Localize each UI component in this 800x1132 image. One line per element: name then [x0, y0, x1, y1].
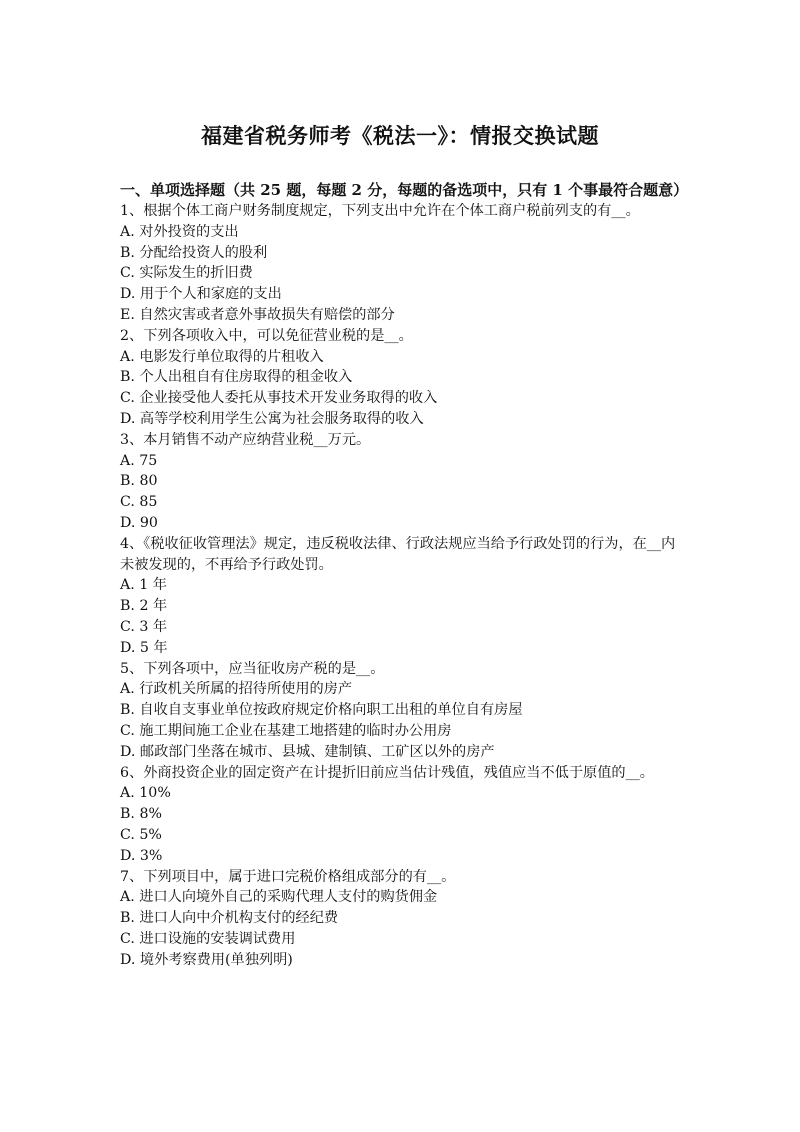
- question-stem: 4、《税收征收管理法》规定，违反税收法律、行政法规应当给予行政处罚的行为，在__内未被发现的，不再给予行政处罚。: [120, 535, 676, 573]
- option-a: A. 10%: [120, 785, 171, 802]
- question-4: [120, 534, 685, 659]
- option-a: A. 1 年: [120, 577, 167, 594]
- question-2: [120, 326, 685, 430]
- question-stem: 7、下列项目中，属于进口完税价格组成部分的有__。: [120, 868, 456, 885]
- option-c: C. 施工期间施工企业在基建工地搭建的临时办公用房: [120, 722, 452, 739]
- question-stem: 2、下列各项收入中，可以免征营业税的是__。: [120, 327, 413, 344]
- option-c: C. 实际发生的折旧费: [120, 265, 253, 282]
- option-c: C. 3 年: [120, 618, 168, 635]
- document-title: 福建省税务师考《税法一》：情报交换试题: [201, 123, 599, 148]
- option-a: A. 行政机关所属的招待所使用的房产: [120, 681, 353, 698]
- option-c: C. 进口设施的安装调试费用: [120, 930, 296, 947]
- question-5: [120, 659, 685, 763]
- option-d: D. 5 年: [120, 639, 168, 656]
- option-a: A. 电影发行单位取得的片租收入: [120, 348, 324, 365]
- question-stem: 3、本月销售不动产应纳营业税__万元。: [120, 431, 371, 448]
- option-b: B. 8%: [120, 806, 162, 823]
- option-b: B. 80: [120, 473, 158, 490]
- question-6: [120, 763, 685, 867]
- option-d: D. 90: [120, 514, 158, 531]
- option-c: C. 85: [120, 494, 158, 511]
- section-heading: 一、单项选择题（共 25 题，每题 2 分，每题的备选项中，只有 1 个事最符合题意）: [120, 181, 689, 199]
- question-stem: 5、下列各项中，应当征收房产税的是__。: [120, 660, 385, 677]
- option-b: B. 个人出租自有住房取得的租金收入: [120, 369, 353, 386]
- option-d: D. 用于个人和家庭的支出: [120, 286, 282, 303]
- option-d: D. 高等学校利用学生公寓为社会服务取得的收入: [120, 410, 424, 427]
- option-a: A. 进口人向境外自己的采购代理人支付的购货佣金: [120, 889, 438, 906]
- question-3: [120, 430, 685, 534]
- option-d: D. 境外考察费用(单独列明): [120, 951, 293, 968]
- option-e: E. 自然灾害或者意外事故损失有赔偿的部分: [120, 306, 395, 323]
- document-body: [120, 180, 689, 970]
- question-7: [120, 867, 685, 971]
- option-b: B. 进口人向中介机构支付的经纪费: [120, 910, 339, 927]
- option-b: B. 2 年: [120, 598, 168, 615]
- option-a: A. 75: [120, 452, 158, 469]
- option-d: D. 邮政部门坐落在城市、县城、建制镇、工矿区以外的房产: [120, 743, 495, 760]
- option-a: A. 对外投资的支出: [120, 223, 239, 240]
- option-c: C. 企业接受他人委托从事技术开发业务取得的收入: [120, 390, 438, 407]
- question-stem: 6、外商投资企业的固定资产在计提折旧前应当估计残值，残值应当不低于原值的__。: [120, 764, 654, 781]
- option-d: D. 3%: [120, 847, 163, 864]
- question-stem: 1、根据个体工商户财务制度规定，下列支出中允许在个体工商户税前列支的有__。: [120, 203, 640, 219]
- question-1: [120, 201, 685, 326]
- option-b: B. 分配给投资人的股利: [120, 244, 268, 261]
- option-b: B. 自收自支事业单位按政府规定价格向职工出租的单位自有房屋: [120, 702, 523, 719]
- option-c: C. 5%: [120, 826, 162, 843]
